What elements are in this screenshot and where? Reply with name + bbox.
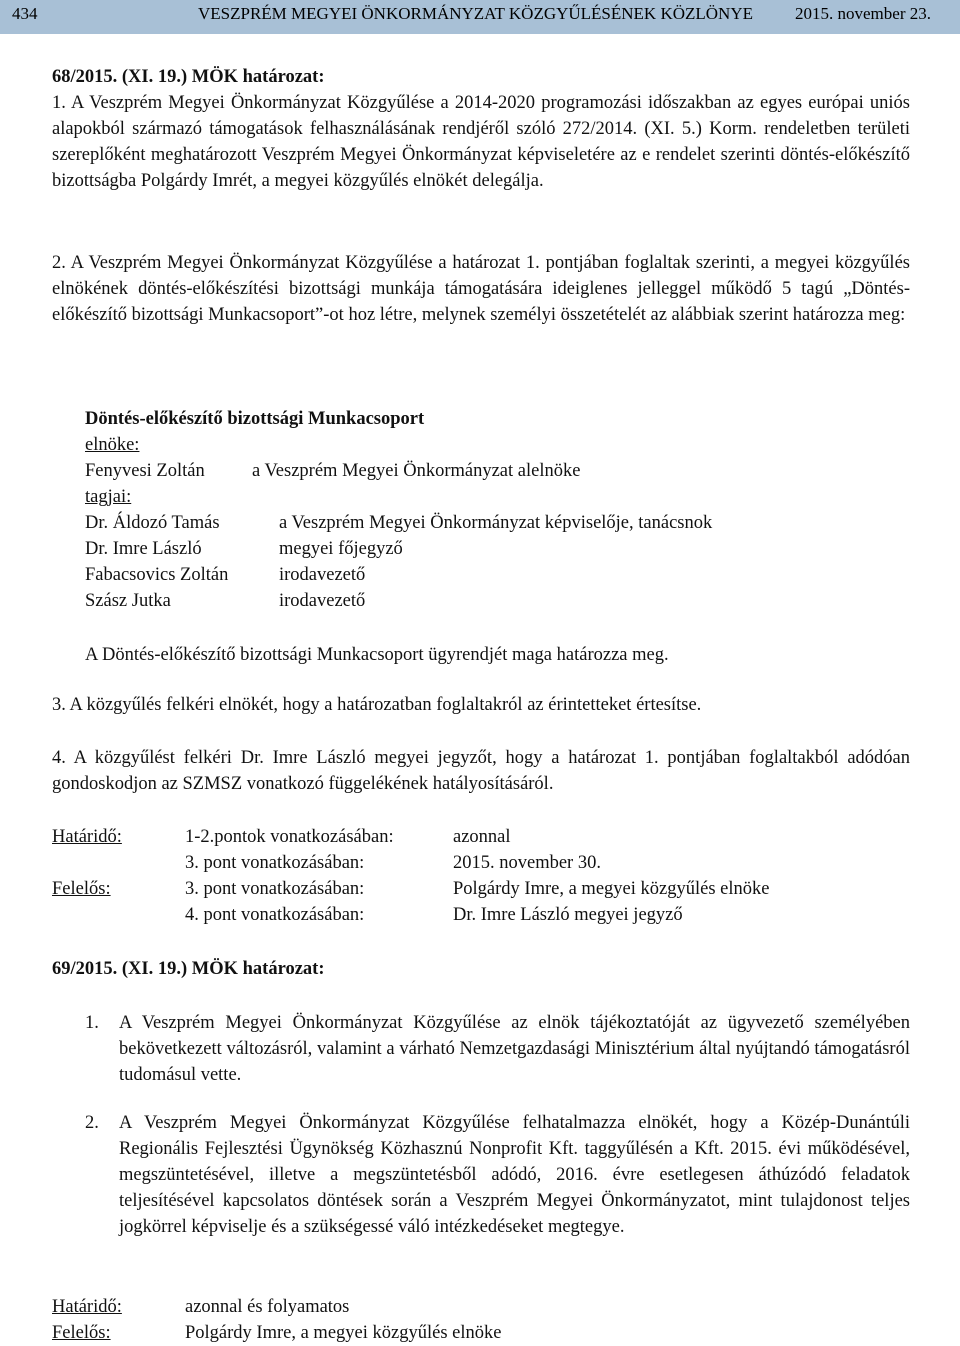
member-role: irodavezető <box>279 591 366 611</box>
resolution-68-point-3: 3. A közgyűlés felkéri elnökét, hogy a határozatban foglaltakról az érintetteket értesítse. <box>52 695 702 715</box>
member-role: irodavezető <box>279 565 366 585</box>
chair-name: Fenyvesi Zoltán <box>85 461 205 481</box>
responsible-value: Dr. Imre László megyei jegyző <box>453 905 683 925</box>
deadline-scope: 1-2.pontok vonatkozásában: <box>185 827 394 847</box>
member-name: Szász Jutka <box>85 591 171 611</box>
resolution-68-point-4: 4. A közgyűlést felkéri Dr. Imre László megyei jegyzőt, hogy a határozat 1. pontjában foglaltakból adódóan gondoskodjon az SZMSZ vonatkozó függelékének hatályosításáról. <box>52 748 910 794</box>
resolution-69-item-1: A Veszprém Megyei Önkormányzat Közgyűlése az elnök tájékoztatóját az ügyvezető személyében bekövetkezett változásról, valamint a várható Nemzetgazdasági Minisztérium által nyújtandó támogatásról tudomásul vette. <box>119 1013 910 1085</box>
deadline-value: 2015. november 30. <box>453 853 601 873</box>
resolution-69-item-2: A Veszprém Megyei Önkormányzat Közgyűlése felhatalmazza elnökét, hogy a Közép-Dunántúli Regionális Fejlesztési Ügynökség Közhasznú Nonprofit Kft. taggyűlésén a Kft. 2015. évi működésével, megszüntetésével, illetve a megszüntetésből adódó, 2016. évre esetlegesen áthúzódó feladatok teljesítésével kapcsolatos döntések során a Veszprém Megyei Önkormányzatot, mint tulajdonost teljes jogkörrel képviselje és a szükségessé váló intézkedéseket megtegye. <box>119 1113 910 1237</box>
member-role: a Veszprém Megyei Önkormányzat képviselője, tanácsnok <box>279 513 713 533</box>
deadline-label: Határidő: <box>52 1297 122 1317</box>
resolution-69-item-number: 2. <box>85 1113 99 1133</box>
member-name: Fabacsovics Zoltán <box>85 565 229 585</box>
responsible-scope: 3. pont vonatkozásában: <box>185 879 365 899</box>
chair-role: a Veszprém Megyei Önkormányzat alelnöke <box>252 461 581 481</box>
deadline-label: Határidő: <box>52 827 122 847</box>
rules-sentence: A Döntés-előkészítő bizottsági Munkacsoport ügyrendjét maga határozza meg. <box>85 645 669 665</box>
deadline-value: azonnal <box>453 827 511 847</box>
resolution-68-point-1: 1. A Veszprém Megyei Önkormányzat Közgyűlése a 2014-2020 programozási időszakban az egyes európai uniós alapokból származó támogatások felhasználásának rendjéről szóló 272/2014. (XI. 5.) Korm. rendeletben területi szereplőként meghatározott Veszprém Megyei Önkormányzat képviseletére az e rendelet szerinti döntés-előkészítő bizottságba Polgárdy Imrét, a megyei közgyűlés elnökét delegálja. <box>52 93 910 191</box>
working-group-title: Döntés-előkészítő bizottsági Munkacsoport <box>85 409 425 429</box>
responsible-scope: 4. pont vonatkozásában: <box>185 905 365 925</box>
resolution-69-item-number: 1. <box>85 1013 99 1033</box>
responsible-value: Polgárdy Imre, a megyei közgyűlés elnöke <box>453 879 770 899</box>
page-number: 434 <box>12 4 38 23</box>
journal-title: VESZPRÉM MEGYEI ÖNKORMÁNYZAT KÖZGYŰLÉSÉNEK KÖZLÖNYE <box>198 4 753 23</box>
member-role: megyei főjegyző <box>279 539 403 559</box>
responsible-value: Polgárdy Imre, a megyei közgyűlés elnöke <box>185 1323 502 1343</box>
member-name: Dr. Imre László <box>85 539 202 559</box>
deadline-scope: 3. pont vonatkozásában: <box>185 853 365 873</box>
members-label: tagjai: <box>85 487 132 507</box>
issue-date: 2015. november 23. <box>795 4 931 23</box>
resolution-69-title: 69/2015. (XI. 19.) MÖK határozat: <box>52 959 325 979</box>
deadline-value: azonnal és folyamatos <box>185 1297 350 1317</box>
responsible-label: Felelős: <box>52 879 111 899</box>
member-name: Dr. Áldozó Tamás <box>85 513 220 533</box>
chair-label: elnöke: <box>85 435 140 455</box>
resolution-68-point-2: 2. A Veszprém Megyei Önkormányzat Közgyűlése a határozat 1. pontjában foglaltak szerinti, a megyei közgyűlés elnökének döntés-előkészítési bizottsági munkája támogatására ideiglenes jelleggel működő 5 tagú „Döntés-előkészítő bizottsági Munkacsoport”-ot hoz létre, melynek személyi összetételét az alábbiak szerint határozza meg: <box>52 253 910 325</box>
page-header <box>0 0 960 34</box>
resolution-68-title: 68/2015. (XI. 19.) MÖK határozat: <box>52 67 325 87</box>
responsible-label: Felelős: <box>52 1323 111 1343</box>
